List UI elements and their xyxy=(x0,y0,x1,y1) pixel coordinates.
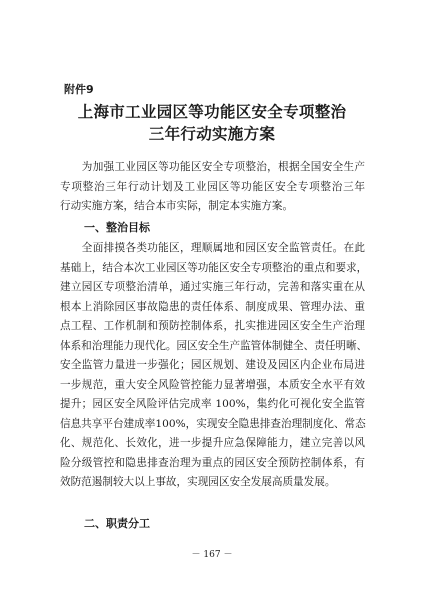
document-title-line-2: 三年行动实施方案 xyxy=(148,125,276,143)
paragraph-line: 体系和治理能力现代化。园区安全生产监管体制健全、责任明晰、 xyxy=(60,339,368,352)
section-heading-responsibilities: 二、职责分工 xyxy=(84,517,150,530)
paragraph-line: 基础上，结合本次工业园区等功能区安全专项整治的重点和要求， xyxy=(60,261,368,274)
paragraph-line: 安全监管力量进一步强化；园区规划、建设及园区内企业布局进 xyxy=(60,359,365,371)
intro-paragraph xyxy=(60,158,365,217)
paragraph-line: 提升；园区安全风险评估完成率 100%，集约化可视化安全监管 xyxy=(60,398,365,410)
paragraph-line: 专项整治三年行动计划及工业园区等功能区安全专项整治三年 xyxy=(60,180,365,193)
paragraph-line: 建立园区专项整治清单，通过实施三年行动，完善和落实重在从 xyxy=(60,281,365,293)
paragraph-line: 化、规范化、长效化，进一步提升应急保障能力，建立完善以风 xyxy=(60,437,365,449)
paragraph-line: 根本上消除园区事故隐患的责任体系、制度成果、管理办法、重 xyxy=(60,300,365,313)
paragraph-line: 行动实施方案，结合本市实际，制定本实施方案。 xyxy=(60,200,294,212)
section-heading-goals: 一、整治目标 xyxy=(84,221,150,234)
attachment-label: 附件9 xyxy=(64,83,94,96)
paragraph-line: 为加强工业园区等功能区安全专项整治，根据全国安全生产 xyxy=(60,161,365,173)
paragraph-line: 效防范遏制较大以上事故，实现园区安全发展高质量发展。 xyxy=(60,476,336,488)
paragraph-line: 险分级管控和隐患排查治理为重点的园区安全预防控制体系，有 xyxy=(60,456,365,469)
paragraph-line: 全面排摸各类功能区，理顺属地和园区安全监管责任。在此 xyxy=(60,242,365,254)
paragraph-line: 点工程、工作机制和预防控制体系，扎实推进园区安全生产治理 xyxy=(60,320,365,332)
paragraph-line: 一步规范，重大安全风险管控能力显著增强，本质安全水平有效 xyxy=(60,378,365,391)
document-title-line-1: 上海市工业园区等功能区安全专项整治 xyxy=(77,103,347,121)
goals-paragraph xyxy=(60,239,368,493)
paragraph-line: 信息共享平台建成率100%，实现安全隐患排查治理制度化、常态 xyxy=(60,417,366,430)
page-number: － 167 － xyxy=(191,550,233,560)
